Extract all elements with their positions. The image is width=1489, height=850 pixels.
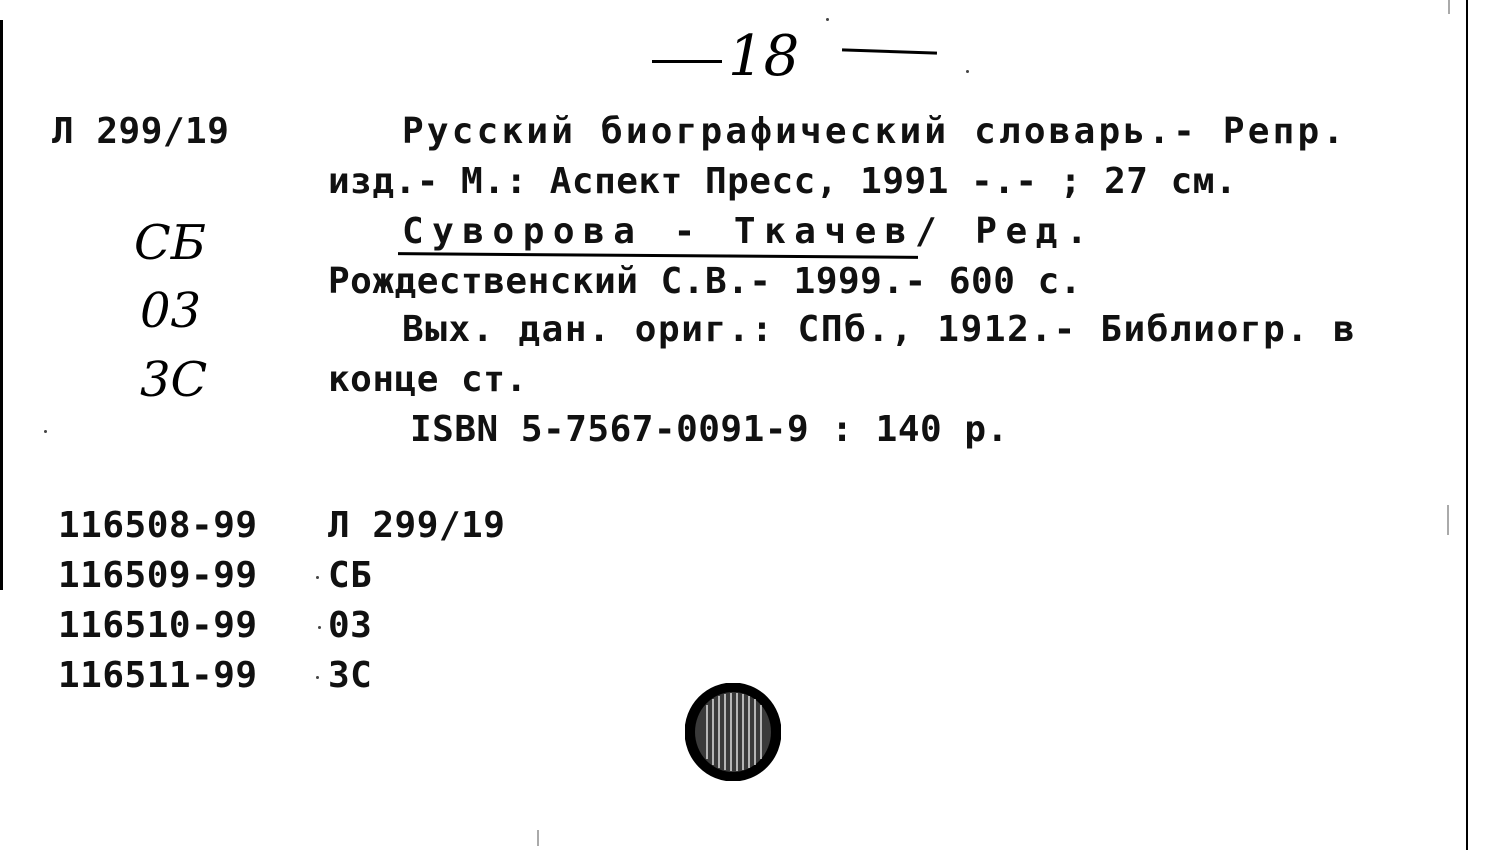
accession-location-3: 03 bbox=[328, 605, 373, 646]
page-number-dash-right bbox=[842, 48, 937, 54]
body-line-6: конце ст. bbox=[328, 359, 528, 400]
accession-location-2: СБ bbox=[328, 555, 373, 596]
page-number: 18 bbox=[728, 24, 800, 89]
body-line-7: ISBN 5-7567-0091-9 : 140 р. bbox=[410, 409, 1009, 450]
accession-number-1: 116508-99 bbox=[58, 505, 258, 546]
body-line-2: изд.- М.: Аспект Пресс, 1991 -.- ; 27 см. bbox=[328, 161, 1238, 202]
scan-tick bbox=[1448, 0, 1450, 14]
page-number-dash-left bbox=[652, 60, 722, 63]
scan-speck bbox=[826, 18, 829, 21]
margin-code-2: 03 bbox=[140, 283, 202, 339]
scan-speck bbox=[316, 576, 319, 579]
scan-tick bbox=[1447, 505, 1449, 535]
body-line-5: Вых. дан. ориг.: СПб., 1912.- Библиогр. в bbox=[402, 309, 1357, 350]
body-line-3: Суворова - Ткачев/ Ред. bbox=[402, 211, 1096, 252]
margin-code-3: 3С bbox=[140, 352, 208, 408]
body-line-4: Рождественский С.В.- 1999.- 600 с. bbox=[328, 261, 1082, 302]
scan-tick bbox=[537, 830, 539, 846]
scan-speck bbox=[44, 430, 47, 433]
scan-speck bbox=[966, 70, 969, 73]
accession-number-3: 116510-99 bbox=[58, 605, 258, 646]
card-left-edge bbox=[0, 20, 3, 590]
punch-hole-icon bbox=[685, 683, 781, 781]
margin-code-1: СБ bbox=[134, 215, 206, 271]
body-line-1: Русский биографический словарь.- Репр. bbox=[402, 111, 1348, 152]
accession-location-1: Л 299/19 bbox=[328, 505, 506, 546]
accession-number-2: 116509-99 bbox=[58, 555, 258, 596]
scan-speck bbox=[318, 626, 321, 629]
card-right-edge bbox=[1466, 0, 1468, 850]
accession-location-4: 3С bbox=[328, 655, 373, 696]
scan-speck bbox=[316, 676, 319, 679]
accession-number-4: 116511-99 bbox=[58, 655, 258, 696]
shelfmark: Л 299/19 bbox=[52, 111, 230, 152]
title-underline bbox=[398, 252, 918, 259]
